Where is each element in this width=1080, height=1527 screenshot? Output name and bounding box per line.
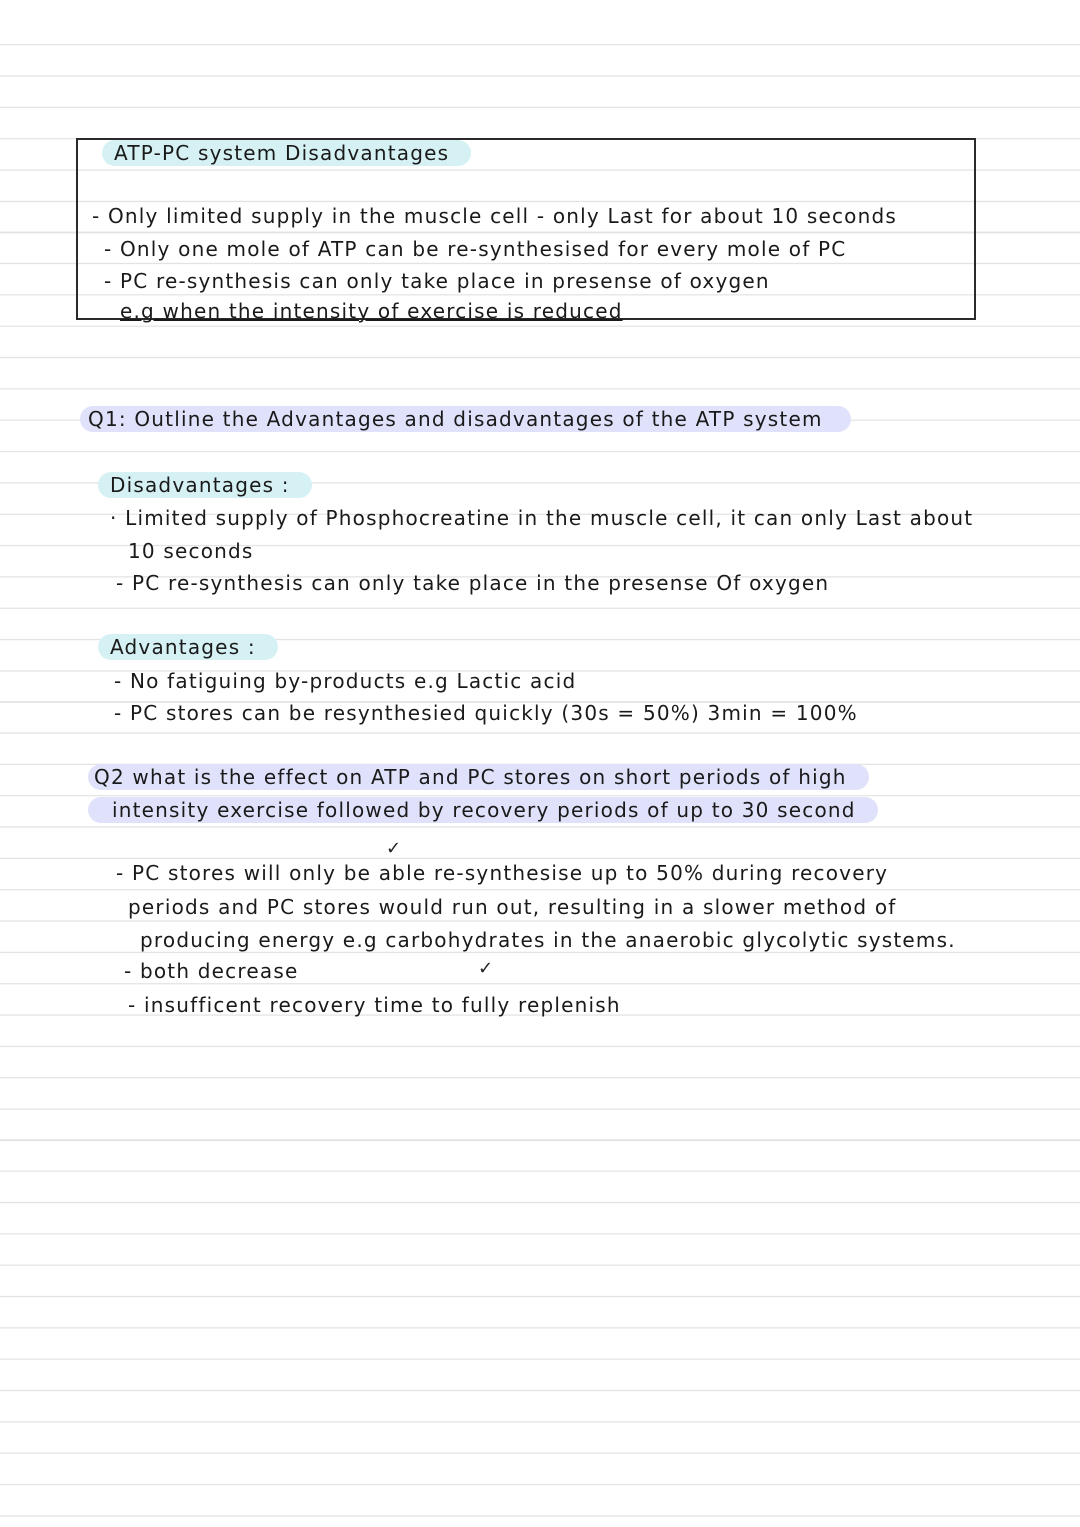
q1-disadvantages-heading: Disadvantages : [98,472,312,498]
q2-answer-5: - insufficent recovery time to fully replenish [128,993,621,1017]
q1-question: Q1: Outline the Advantages and disadvantages of the ATP system [80,406,851,432]
tick-mark-2: ✓ [478,958,494,979]
q1-advantage-2: - PC stores can be resynthesied quickly (30s = 50%) 3min = 100% [114,701,858,725]
q2-answer-1: - PC stores will only be able re-synthesise up to 50% during recovery [116,861,889,885]
q1-disadvantage-2: - PC re-synthesis can only take place in the presense Of oxygen [116,571,830,595]
q2-answer-3: producing energy e.g carbohydrates in the anaerobic glycolytic systems. [140,928,956,952]
q1-advantage-1: - No fatiguing by-products e.g Lactic acid [114,669,577,693]
q2-answer-2: periods and PC stores would run out, resulting in a slower method of [128,895,897,919]
box-line-4: e.g when the intensity of exercise is reduced [120,299,623,323]
box-line-2: - Only one mole of ATP can be re-synthesised for every mole of PC [104,237,847,261]
q1-advantages-heading: Advantages : [98,634,278,660]
tick-mark-1: ✓ [386,838,402,859]
box-line-1: - Only limited supply in the muscle cell - only Last for about 10 seconds [92,204,897,228]
q1-disadvantage-1-cont: 10 seconds [128,539,254,563]
box-title: ATP-PC system Disadvantages [102,140,471,166]
q2-question-line-2: intensity exercise followed by recovery periods of up to 30 second [88,797,878,823]
box-line-3: - PC re-synthesis can only take place in presense of oxygen [104,269,770,293]
q2-question-line-1: Q2 what is the effect on ATP and PC stores on short periods of high [88,764,869,790]
q2-answer-4: - both decrease [124,959,299,983]
q1-disadvantage-1: · Limited supply of Phosphocreatine in the muscle cell, it can only Last about [110,506,974,530]
